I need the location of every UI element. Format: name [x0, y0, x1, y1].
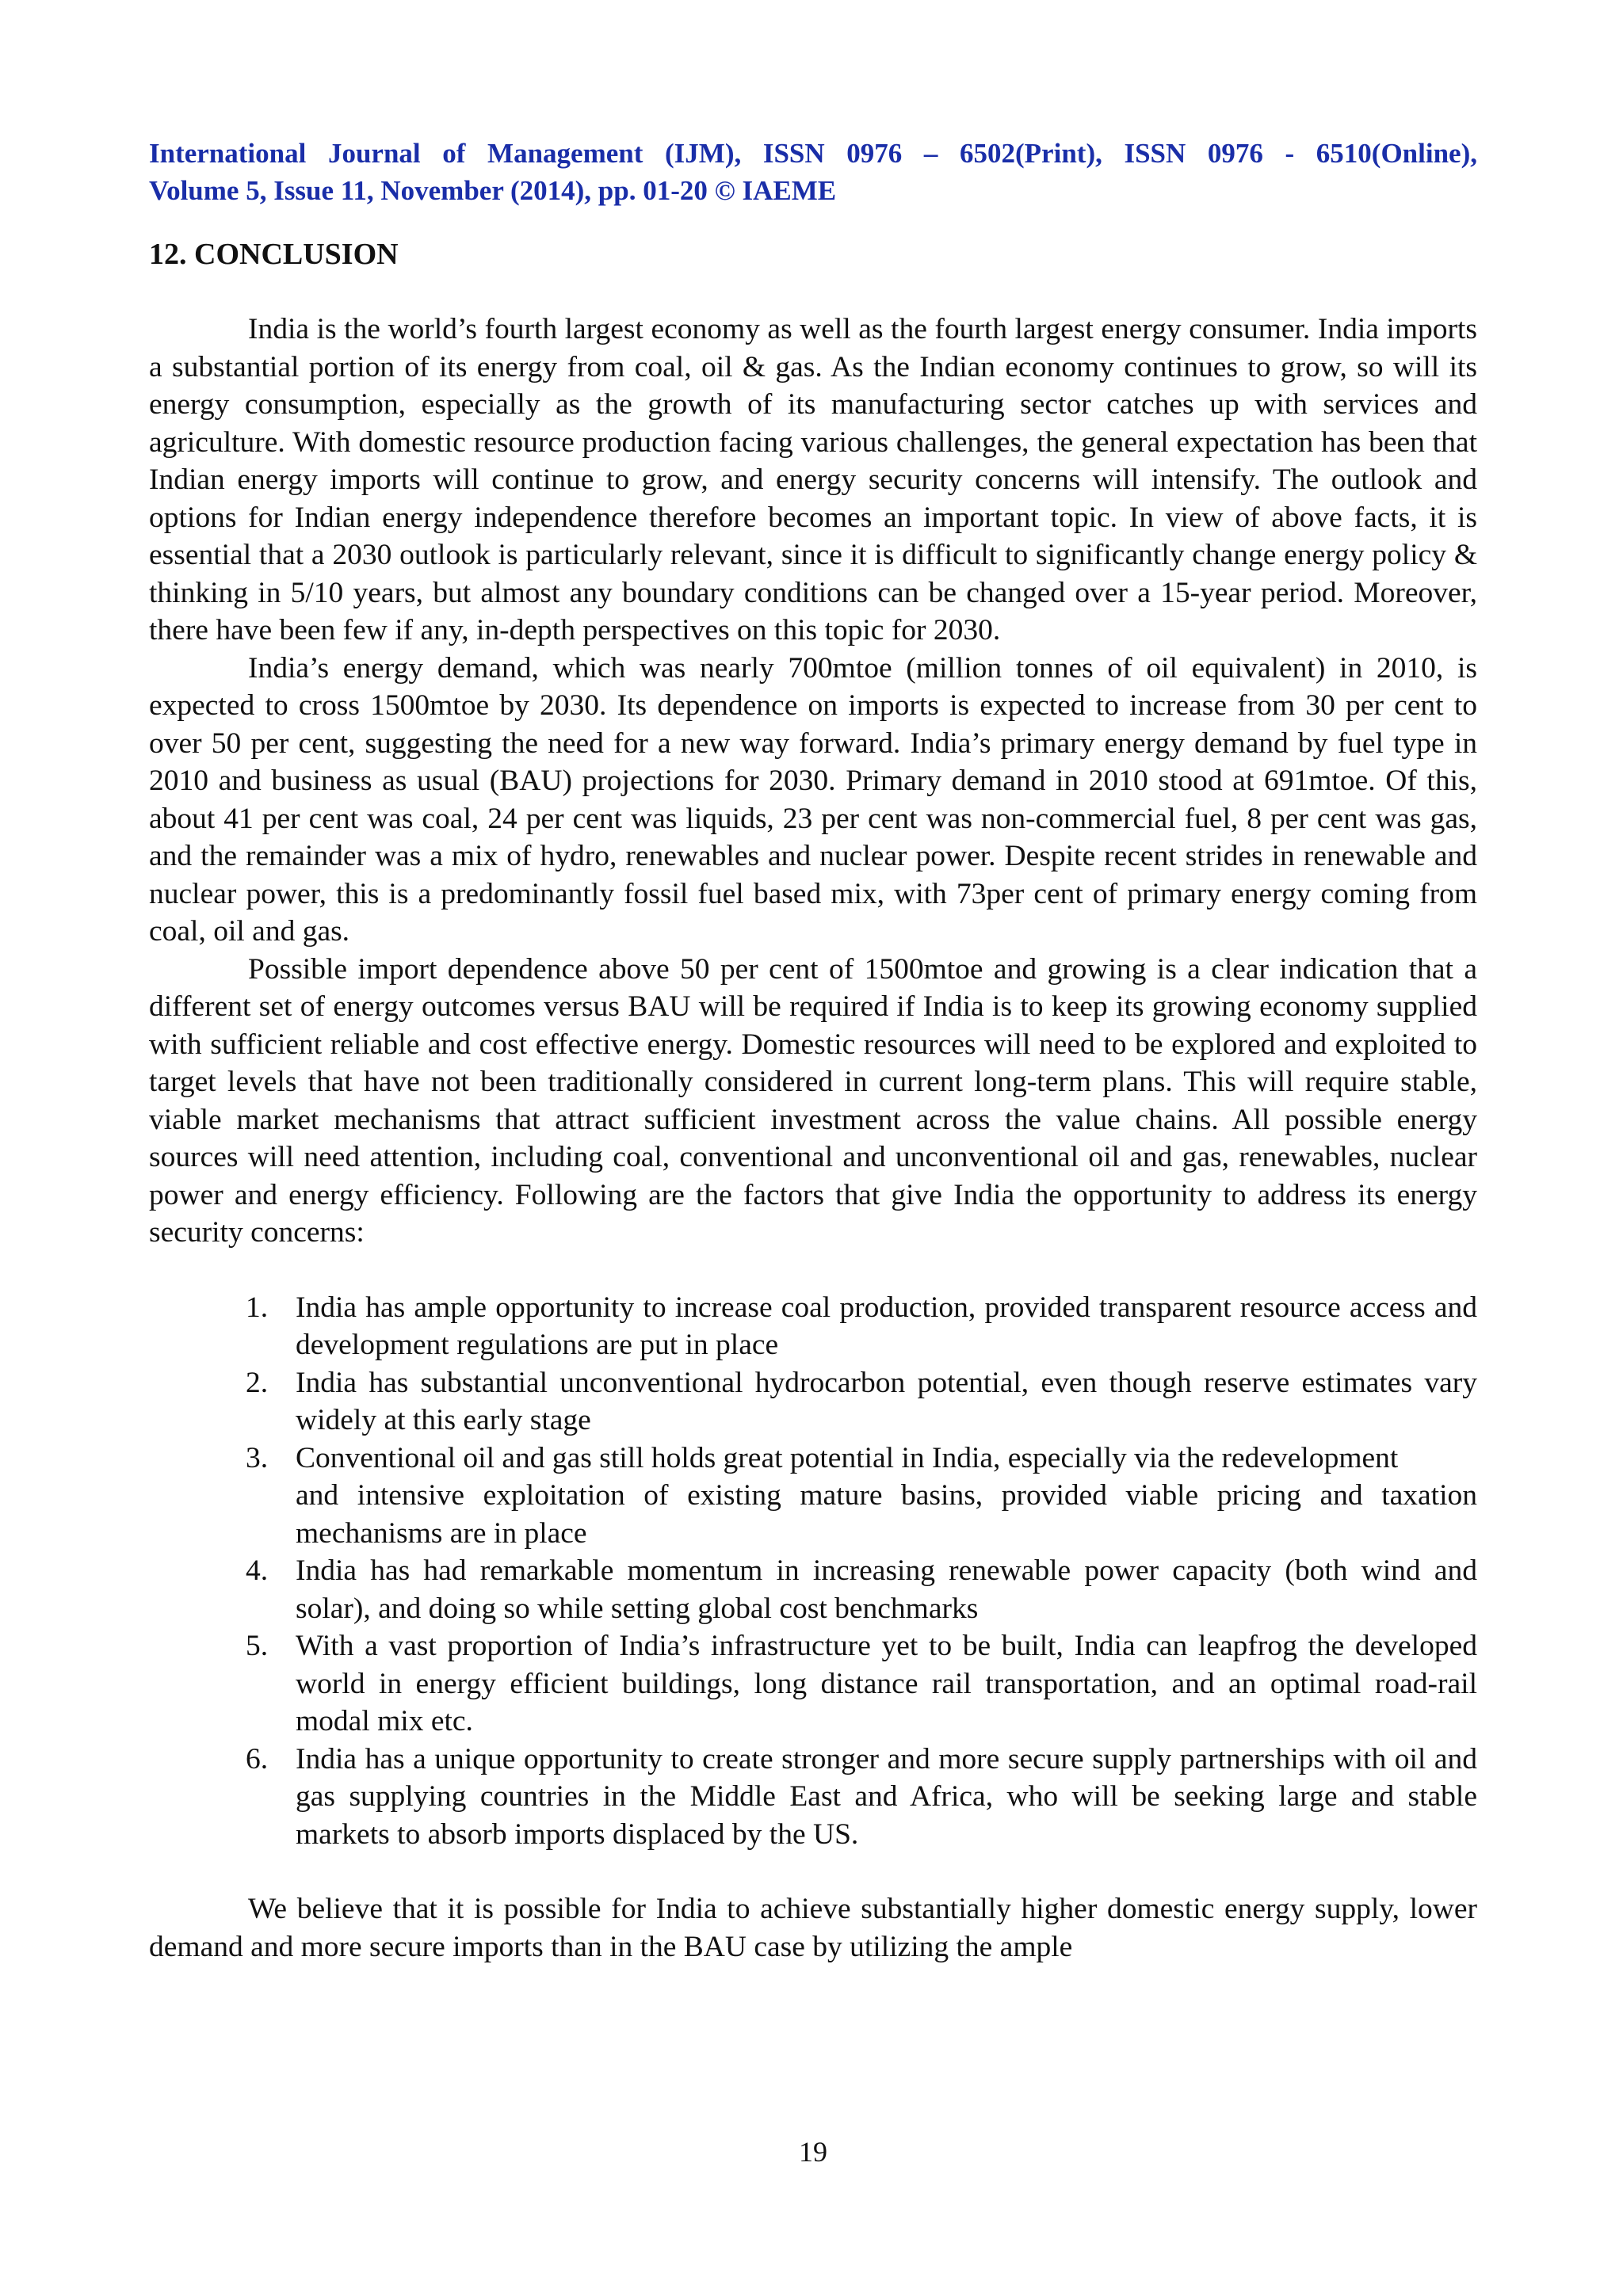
list-item: [246, 1364, 1477, 1440]
body-text: [149, 311, 1477, 1966]
paragraph-3: Possible import dependence above 50 per cent of 1500mtoe and growing is a clear indication that a different set of energy outcomes versus BAU will be required if India is to keep its growing economy supplied with sufficient reliable and cost effective energy. Domestic resources will need to be explored and exploited to target levels that have not been traditionally considered in current long-term plans. This will require stable, viable market mechanisms that attract sufficient investment across the value chains. All possible energy sources will need attention, including coal, conventional and unconventional oil and gas, renewables, nuclear power and energy efficiency. Following are the factors that give India the opportunity to address its energy security concerns:: [149, 952, 1477, 1249]
list-item-text: India has a unique opportunity to create stronger and more secure supply partnerships with oil and gas supplying countries in the Middle East and Africa, who will be seeking large and stable markets to absorb imports displaced by the US.: [296, 1742, 1477, 1851]
list-item-text: India has ample opportunity to increase coal production, provided transparent resource access and development regulations are put in place: [296, 1291, 1477, 1361]
paragraph-1: India is the world’s fourth largest economy as well as the fourth largest energy consumer. India imports a substantial portion of its energy from coal, oil & gas. As the Indian economy continues to grow, so will its energy consumption, especially as the growth of its manufacturing sector catches up with services and agriculture. With domestic resource production facing various challenges, the general expectation has been that Indian energy imports will continue to grow, and energy security concerns will intensify. The outlook and options for Indian energy independence therefore becomes an important topic. In view of above facts, it is essential that a 2030 outlook is particularly relevant, since it is difficult to significantly change energy policy & thinking in 5/10 years, but almost any boundary conditions can be changed over a 15-year period. Moreover, there have been few if any, in-depth perspectives on this topic for 2030.: [149, 313, 1477, 646]
list-item: [246, 1552, 1477, 1627]
list-item-text: India has had remarkable momentum in increasing renewable power capacity (both wind and solar), and doing so while setting global cost benchmarks: [296, 1554, 1477, 1625]
journal-header-line2: Volume 5, Issue 11, November (2014), pp. 01-20 © IAEME: [149, 175, 837, 206]
list-item: [246, 1627, 1477, 1741]
list-item: [246, 1440, 1477, 1553]
list-item: [246, 1289, 1477, 1364]
list-item-number: 6.: [246, 1742, 269, 1775]
section-title: 12. CONCLUSION: [149, 238, 399, 271]
list-item-text: India has substantial unconventional hydrocarbon potential, even though reserve estimates vary widely at this early stage: [296, 1366, 1477, 1436]
list-item-number: 1.: [246, 1291, 269, 1324]
list-item-number: 4.: [246, 1554, 269, 1587]
list-item-number: 2.: [246, 1366, 269, 1399]
closing-paragraph: We believe that it is possible for India to achieve substantially higher domestic energy supply, lower demand and more secure imports than in the BAU case by utilizing the ample: [149, 1893, 1477, 1963]
journal-header-line1: International Journal of Management (IJM), ISSN 0976 – 6502(Print), ISSN 0976 - 6510(Online),: [149, 138, 1477, 169]
list-item-text-continued: and intensive exploitation of existing mature basins, provided viable pricing and taxation mechanisms are in place: [296, 1479, 1477, 1550]
list-item-number: 3.: [246, 1441, 269, 1474]
factors-list: [149, 1289, 1477, 1854]
list-item-number: 5.: [246, 1630, 269, 1662]
list-item-text: Conventional oil and gas still holds great potential in India, especially via the redevelopment: [296, 1441, 1399, 1474]
list-item: [246, 1741, 1477, 1854]
page-number: 19: [799, 2136, 827, 2168]
list-item-text: With a vast proportion of India’s infrastructure yet to be built, India can leapfrog the developed world in energy efficient buildings, long distance rail transportation, and an optimal road-rail modal mix etc.: [296, 1630, 1477, 1737]
journal-header: [149, 135, 1477, 209]
paragraph-2: India’s energy demand, which was nearly 700mtoe (million tonnes of oil equivalent) in 2010, is expected to cross 1500mtoe by 2030. Its dependence on imports is expected to increase from 30 per cent to over 50 per cent, suggesting the need for a new way forward. India’s primary energy demand by fuel type in 2010 and business as usual (BAU) projections for 2030. Primary demand in 2010 stood at 691mtoe. Of this, about 41 per cent was coal, 24 per cent was liquids, 23 per cent was non-commercial fuel, 8 per cent was gas, and the remainder was a mix of hydro, renewables and nuclear power. Despite recent strides in renewable and nuclear power, this is a predominantly fossil fuel based mix, with 73per cent of primary energy coming from coal, oil and gas.: [149, 651, 1477, 948]
